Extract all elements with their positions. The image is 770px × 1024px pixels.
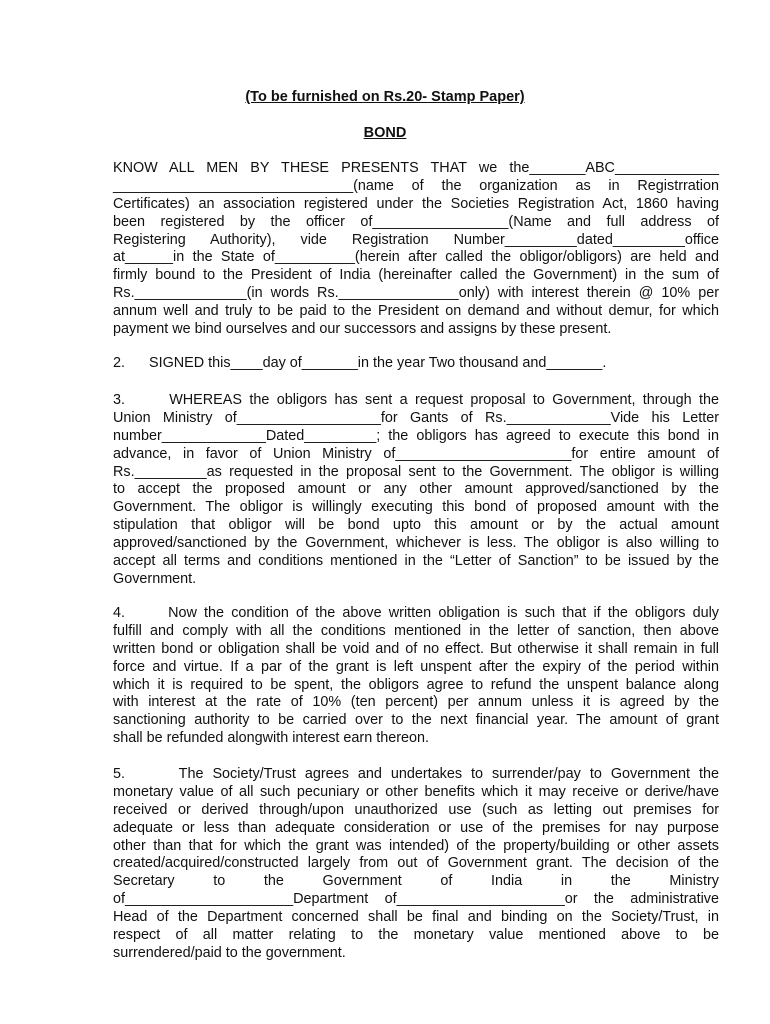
text-line: 4. Now the condition of the above written obligation is such that if the obligors duly xyxy=(113,605,719,621)
text-line: force and virtue. If a par of the grant is left unspent after the expiry of the period within xyxy=(113,658,719,675)
text-line: payment we bind ourselves and our successors and assigns by these present. xyxy=(113,321,612,338)
text-line: which it is required to be spent, the obligors agree to refund the unspent balance along xyxy=(113,676,719,693)
text-line: shall be refunded alongwith interest earn thereon. xyxy=(113,730,430,747)
text-line: to accept the proposed amount or any other amount approved/sanctioned by the xyxy=(113,481,719,498)
text-line: ______________________________(name of the organization as in Registrration xyxy=(113,177,719,194)
text-line: respect of all matter relating to the monetary value mentioned above to be xyxy=(113,927,719,944)
text-line: annum well and truly to be paid to the President on demand and without demur, for which xyxy=(113,303,719,320)
text-line: of_____________________Department of_____________________or the administrative xyxy=(113,891,719,908)
text-line: created/acquired/constructed largely from out of Government grant. The decision of the xyxy=(113,855,719,872)
text-line: sanctioning authority to be carried over to the next financial year. The amount of grant xyxy=(113,712,719,729)
text-line: received or derived through/upon unauthorized use (such as letting out premises for xyxy=(113,801,719,818)
paragraph-1 xyxy=(113,160,719,339)
text-line: 2. SIGNED this____day of_______in the year Two thousand and_______. xyxy=(113,355,607,371)
text-line: number_____________Dated_________; the obligors has agreed to execute this bond in xyxy=(113,427,719,444)
text-line: monetary value of all such pecuniary or other benefits which it may receive or derive/have xyxy=(113,783,719,800)
text-line: Government. xyxy=(113,570,197,587)
paragraph-5 xyxy=(113,766,719,963)
text-line: Secretary to the Government of India in the Ministry xyxy=(113,873,719,890)
text-line: surrendered/paid to the government. xyxy=(113,944,346,961)
text-line: fulfill and comply with all the conditions mentioned in the letter of sanction, then above xyxy=(113,622,719,639)
text-line: Government. The obligor is willingly executing this bond of proposed amount with the xyxy=(113,499,719,516)
document-title: BOND xyxy=(363,125,407,141)
text-line: been registered by the officer of_________________(Name and full address of xyxy=(113,213,719,230)
text-line: Union Ministry of__________________for Gants of Rs._____________Vide his Letter xyxy=(113,409,719,426)
text-line: Head of the Department concerned shall be final and binding on the Society/Trust, in xyxy=(113,909,719,926)
stamp-paper-note: (To be furnished on Rs.20- Stamp Paper) xyxy=(245,89,525,105)
paragraph-4 xyxy=(113,605,719,748)
text-line: stipulation that obligor will be bond upto this amount or by the actual amount xyxy=(113,517,719,534)
text-line: approved/sanctioned by the Government, whichever is less. The obligor is also willing to xyxy=(113,535,719,552)
text-line: KNOW ALL MEN BY THESE PRESENTS THAT we the_______ABC_____________ xyxy=(113,160,719,176)
text-line: advance, in favor of Union Ministry of______________________for entire amount of xyxy=(113,445,719,462)
paragraph-2 xyxy=(113,355,719,373)
paragraph-3 xyxy=(113,392,719,589)
text-line: written bond or obligation shall be void and of no effect. But otherwise it shall remain in full xyxy=(113,640,719,657)
text-line: Rs.______________(in words Rs._______________only) with interest therein @ 10% per xyxy=(113,285,719,302)
text-line: Registering Authority), vide Registration Number_________dated_________office xyxy=(113,231,719,248)
text-line: 5. The Society/Trust agrees and undertakes to surrender/pay to Government the xyxy=(113,766,719,782)
text-line: Certificates) an association registered under the Societies Registration Act, 1860 having xyxy=(113,195,719,212)
text-line: adequate or less than adequate consideration or use of the premises for nay purpose xyxy=(113,819,719,836)
text-line: 3. WHEREAS the obligors has sent a request proposal to Government, through the xyxy=(113,392,719,408)
text-line: firmly bound to the President of India (hereinafter called the Government) in the sum of xyxy=(113,267,719,284)
text-line: with interest at the rate of 10% (ten percent) per annum unless it is agreed by the xyxy=(113,694,719,711)
text-line: accept all terms and conditions mentioned in the “Letter of Sanction” to be issued by the xyxy=(113,553,719,570)
text-line: other than that for which the grant was intended) of the property/building or other assets xyxy=(113,837,719,854)
text-line: Rs._________as requested in the proposal sent to the Government. The obligor is willing xyxy=(113,463,719,480)
text-line: at______in the State of__________(herein after called the obligor/obligors) are held and xyxy=(113,249,719,266)
